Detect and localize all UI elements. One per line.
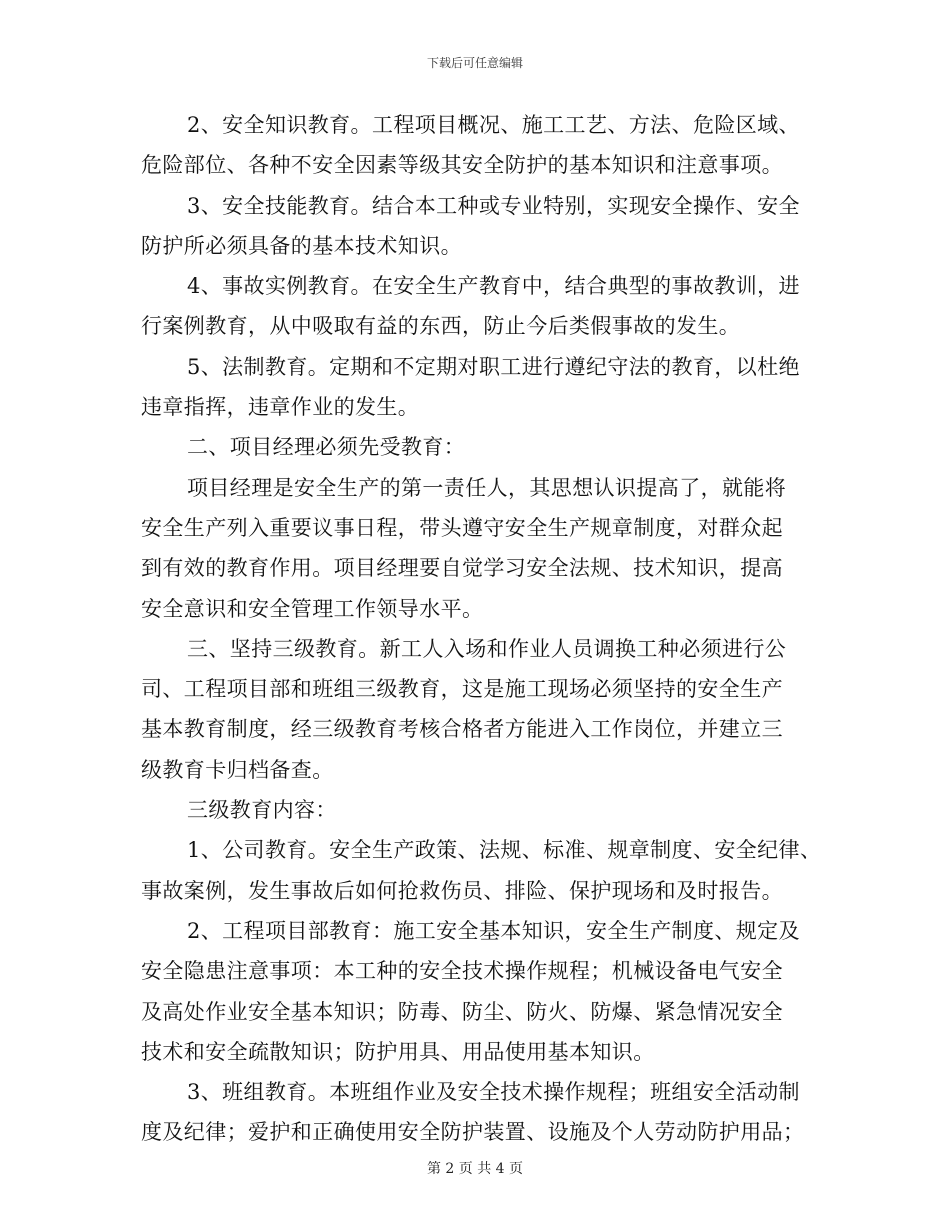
text-line: 三、坚持三级教育。新工人入场和作业人员调换工种必须进行公: [187, 636, 787, 661]
text-line: 3、班组教育。本班组作业及安全技术操作规程；班组安全活动制: [187, 1080, 800, 1105]
text-line: 4、事故实例教育。在安全生产教育中，结合典型的事故教训，进: [187, 274, 800, 299]
text-line: 司、工程项目部和班组三级教育，这是施工现场必须坚持的安全生产: [141, 677, 783, 702]
text-line: 级教育卡归档备查。: [141, 757, 334, 782]
text-line: 项目经理是安全生产的第一责任人，其思想认识提高了，就能将: [187, 475, 787, 500]
text-line: 及高处作业安全基本知识；防毒、防尘、防火、防爆、紧急情况安全: [141, 999, 783, 1024]
text-line: 基本教育制度，经三级教育考核合格者方能进入工作岗位，并建立三: [141, 717, 783, 742]
text-line: 技术和安全疏散知识；防护用具、用品使用基本知识。: [141, 1039, 655, 1064]
text-line: 违章指挥，违章作业的发生。: [141, 395, 420, 420]
text-line: 三级教育内容：: [187, 798, 337, 823]
text-line: 安全隐患注意事项：本工种的安全技术操作规程；机械设备电气安全: [141, 959, 783, 984]
text-line: 危险部位、各种不安全因素等级其安全防护的基本知识和注意事项。: [141, 153, 783, 178]
text-line: 2、安全知识教育。工程项目概况、施工工艺、方法、危险区域、: [187, 113, 800, 137]
text-line: 到有效的教育作用。项目经理要自觉学习安全法规、技术知识，提高: [141, 556, 783, 581]
text-line: 5、法制教育。定期和不定期对职工进行遵纪守法的教育，以杜绝: [187, 354, 800, 379]
text-line: 事故案例，发生事故后如何抢救伤员、排险、保护现场和及时报告。: [141, 878, 783, 903]
text-line: 行案例教育，从中吸取有益的东西，防止今后类假事故的发生。: [141, 314, 741, 339]
page-footer: 第 2 页 共 4 页: [426, 1161, 524, 1177]
text-line: 安全生产列入重要议事日程，带头遵守安全生产规章制度，对群众起: [141, 515, 783, 540]
text-line: 二、项目经理必须先受教育：: [187, 435, 466, 460]
text-line: 2、工程项目部教育：施工安全基本知识，安全生产制度、规定及: [187, 918, 800, 943]
page-header: 下载后可任意编辑: [426, 56, 523, 70]
text-line: 度及纪律；爱护和正确使用安全防护装置、设施及个人劳动防护用品；: [141, 1120, 805, 1145]
document-body: [141, 105, 831, 1153]
text-line: 1、公司教育。安全生产政策、法规、标准、规章制度、安全纪律、: [187, 838, 822, 863]
text-line: 防护所必须具备的基本技术知识。: [141, 233, 462, 258]
text-line: 3、安全技能教育。结合本工种或专业特别，实现安全操作、安全: [187, 193, 800, 218]
text-line: 安全意识和安全管理工作领导水平。: [141, 596, 484, 621]
